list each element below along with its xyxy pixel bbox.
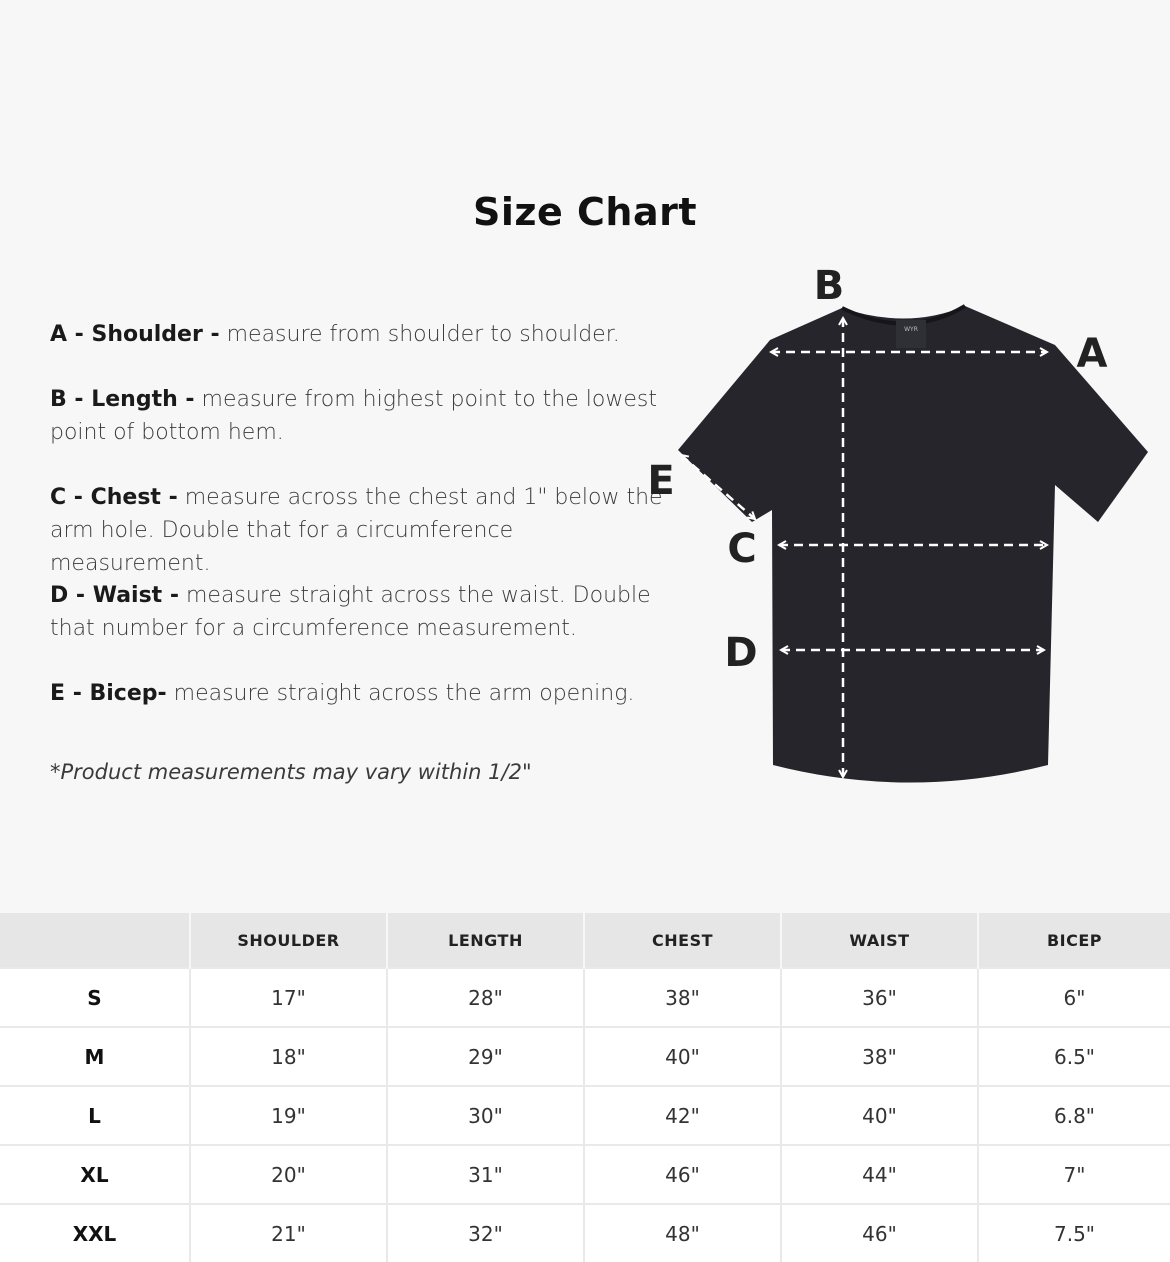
table-cell: 7.5" — [978, 1204, 1170, 1262]
shirt-tag — [896, 320, 926, 348]
size-table — [0, 913, 1170, 1262]
column-header: CHEST — [584, 913, 781, 968]
guide-key: E - Bicep- — [50, 681, 167, 706]
table-row — [0, 1145, 1170, 1204]
table-cell: 42" — [584, 1086, 781, 1145]
table-header-row — [0, 913, 1170, 968]
guide-item-length — [50, 383, 670, 449]
label-b: B — [813, 263, 845, 309]
guide-text: measure across the chest and 1" below the arm hole. Double that for a circumference measurement. — [50, 485, 663, 576]
guide-key: B - Length - — [50, 387, 195, 412]
table-cell: 36" — [781, 968, 978, 1027]
table-cell: 28" — [387, 968, 584, 1027]
guide-text: measure from highest point to the lowest point of bottom hem. — [50, 387, 657, 445]
table-row — [0, 968, 1170, 1027]
table-cell: 20" — [190, 1145, 387, 1204]
table-cell: 6.5" — [978, 1027, 1170, 1086]
column-header: LENGTH — [387, 913, 584, 968]
size-label: L — [0, 1086, 190, 1145]
table-cell: 6.8" — [978, 1086, 1170, 1145]
guide-item-waist — [50, 579, 670, 645]
table-row — [0, 1086, 1170, 1145]
table-cell: 30" — [387, 1086, 584, 1145]
guide-text: measure straight across the waist. Double that number for a circumference measurement. — [50, 583, 651, 641]
measurement-note: *Product measurements may vary within 1/2" — [50, 760, 532, 784]
size-label: S — [0, 968, 190, 1027]
guide-text: measure straight across the arm opening. — [166, 681, 635, 706]
shirt-tag-brand: WYR — [904, 326, 918, 333]
label-a: A — [1076, 331, 1108, 377]
table-cell: 19" — [190, 1086, 387, 1145]
table-cell: 40" — [584, 1027, 781, 1086]
table-cell: 48" — [584, 1204, 781, 1262]
table-row — [0, 1027, 1170, 1086]
table-cell: 38" — [781, 1027, 978, 1086]
table-cell: 7" — [978, 1145, 1170, 1204]
column-header: BICEP — [978, 913, 1170, 968]
table-cell: 17" — [190, 968, 387, 1027]
size-label: M — [0, 1027, 190, 1086]
guide-item-shoulder — [50, 318, 670, 351]
table-cell: 46" — [584, 1145, 781, 1204]
size-label: XXL — [0, 1204, 190, 1262]
guide-key: A - Shoulder - — [50, 322, 220, 347]
table-cell: 21" — [190, 1204, 387, 1262]
table-cell: 29" — [387, 1027, 584, 1086]
page-title: Size Chart — [472, 190, 697, 234]
tshirt-diagram — [647, 255, 1160, 815]
guide-key: C - Chest - — [50, 485, 178, 510]
table-cell: 44" — [781, 1145, 978, 1204]
table-row — [0, 1204, 1170, 1262]
guide-key: D - Waist - — [50, 583, 179, 608]
table-cell: 31" — [387, 1145, 584, 1204]
label-c: C — [727, 526, 757, 572]
table-cell: 18" — [190, 1027, 387, 1086]
column-header — [0, 913, 190, 968]
guide-item-chest — [50, 481, 670, 580]
column-header: WAIST — [781, 913, 978, 968]
column-header: SHOULDER — [190, 913, 387, 968]
table-cell: 46" — [781, 1204, 978, 1262]
label-e: E — [647, 458, 675, 504]
table-cell: 38" — [584, 968, 781, 1027]
guide-text: measure from shoulder to shoulder. — [219, 322, 620, 347]
table-cell: 32" — [387, 1204, 584, 1262]
label-d: D — [724, 630, 758, 676]
size-label: XL — [0, 1145, 190, 1204]
table-cell: 40" — [781, 1086, 978, 1145]
table-cell: 6" — [978, 968, 1170, 1027]
guide-item-bicep — [50, 677, 670, 710]
